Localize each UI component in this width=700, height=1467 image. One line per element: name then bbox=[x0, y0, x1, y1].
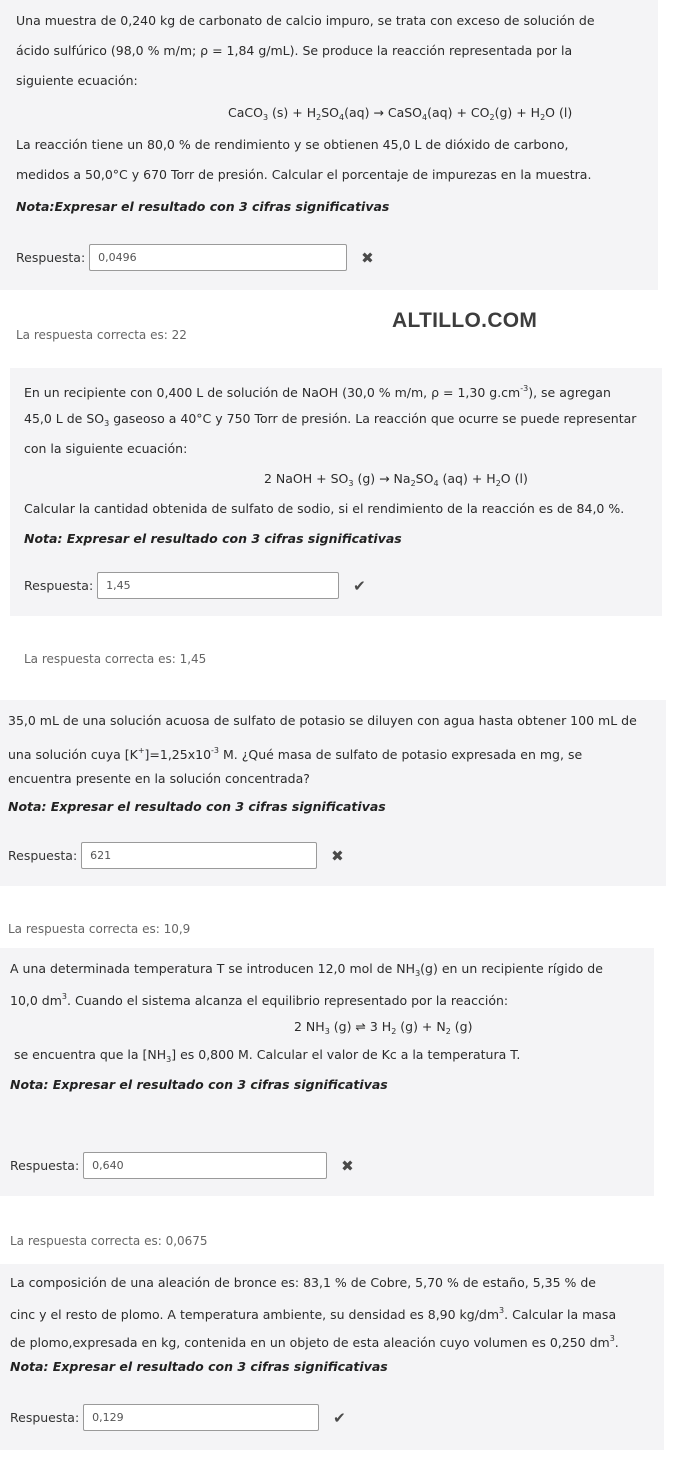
question-1-line-1: Una muestra de 0,240 kg de carbonato de calcio impuro, se trata con exceso de solución de bbox=[16, 13, 595, 28]
question-4-line-2: 10,0 $dm^3$. Cuando el sistema alcanza el equilibrio representado por la reacción: bbox=[10, 992, 509, 1008]
question-5-response-row bbox=[10, 1404, 346, 1431]
question-5-card bbox=[0, 1264, 664, 1450]
question-1-card bbox=[0, 0, 658, 290]
question-4-answer-input[interactable]: 0,640 bbox=[83, 1152, 327, 1179]
correct-check-icon: ✔ bbox=[353, 576, 366, 595]
question-2-equation: 2 NaOH + $SO_3$ $(g) \to Na_2SO_4$ $(aq) + H_2O$ (l) bbox=[264, 471, 528, 488]
question-5-line-3: de plomo,expresada en kg, contenida en un objeto de esta aleación cuyo volumen es 0,250 $dm^3$. bbox=[10, 1334, 619, 1350]
question-4-card bbox=[0, 948, 654, 1196]
question-2-correct-answer: La respuesta correcta es: 1,45 bbox=[24, 652, 207, 666]
question-2-line-1: En un recipiente con 0,400 L de solución de NaOH (30,0 % m/m, ρ = 1,30 $g.cm^{-3}$), se agregan bbox=[24, 384, 611, 400]
question-1-line-3: siguiente ecuación: bbox=[16, 73, 138, 88]
question-2-card bbox=[10, 368, 662, 616]
question-2-line-2: 45,0 L de $SO_3$ gaseoso a 40°C y 750 Torr de presión. La reacción que ocurre se puede representar bbox=[24, 411, 637, 428]
response-label: Respuesta: bbox=[8, 848, 78, 863]
question-3-correct-answer: La respuesta correcta es: 10,9 bbox=[8, 922, 191, 936]
question-3-card bbox=[0, 700, 666, 886]
watermark-text: ALTILLO.COM bbox=[392, 309, 538, 332]
question-4-correct-answer: La respuesta correcta es: 0,0675 bbox=[10, 1234, 208, 1248]
response-label: Respuesta: bbox=[10, 1158, 80, 1173]
question-1-answer-input[interactable]: 0,0496 bbox=[89, 244, 347, 271]
question-1-equation: CaCO$_3$ $(s) + H_2SO_4(aq)$ → CaSO$_4$(aq) + $CO_2(g) + H_2O$ (l) bbox=[228, 105, 573, 122]
question-4-line-1: A una determinada temperatura T se introducen 12,0 mol de $NH_3(g)$ en un recipiente rígido de bbox=[10, 961, 603, 978]
question-3-answer-input[interactable]: 621 bbox=[81, 842, 317, 869]
question-1-correct-answer: La respuesta correcta es: 22 bbox=[16, 328, 187, 342]
question-2-response-row bbox=[24, 572, 366, 599]
question-4-line-3: se encuentra que la $[NH_3]$ es 0,800 M. Calcular el valor de Kc a la temperatura T. bbox=[14, 1047, 521, 1064]
question-4-response-row bbox=[10, 1152, 354, 1179]
question-4-note: Nota: Expresar el resultado con 3 cifras significativas bbox=[10, 1077, 388, 1092]
question-4-equation: 2 $NH_3$ (g) ⇌ 3 $H_2$ $(g) + N_2$ (g) bbox=[294, 1019, 473, 1036]
question-2-note: Nota: Expresar el resultado con 3 cifras significativas bbox=[24, 531, 402, 546]
question-3-line-2: una solución cuya $[K^+]=1,25x10^{-3}$ M. ¿Qué masa de sulfato de potasio expresada en mg, se bbox=[8, 746, 583, 762]
question-3-note: Nota: Expresar el resultado con 3 cifras significativas bbox=[8, 799, 386, 814]
question-2-line-3: con la siguiente ecuación: bbox=[24, 441, 188, 456]
question-5-note: Nota: Expresar el resultado con 3 cifras significativas bbox=[10, 1359, 388, 1374]
response-label: Respuesta: bbox=[24, 578, 94, 593]
incorrect-x-icon: ✖ bbox=[361, 248, 374, 267]
question-5-line-2: cinc y el resto de plomo. A temperatura ambiente, su densidad es 8,90 $kg/dm^3$. Calcular la masa bbox=[10, 1306, 617, 1322]
incorrect-x-icon: ✖ bbox=[331, 846, 344, 865]
question-5-answer-input[interactable]: 0,129 bbox=[83, 1404, 319, 1431]
question-1-line-4: La reacción tiene un 80,0 % de rendimiento y se obtienen 45,0 L de dióxido de carbono, bbox=[16, 137, 569, 152]
question-1-line-5: medidos a 50,0°C y 670 Torr de presión. Calcular el porcentaje de impurezas en la muestra. bbox=[16, 167, 592, 182]
response-label: Respuesta: bbox=[10, 1410, 80, 1425]
question-2-answer-input[interactable]: 1,45 bbox=[97, 572, 339, 599]
question-3-line-1: 35,0 mL de una solución acuosa de sulfato de potasio se diluyen con agua hasta obtener 100 mL de bbox=[8, 713, 637, 728]
question-3-line-3: encuentra presente en la solución concentrada? bbox=[8, 771, 310, 786]
question-1-note: Nota:Expresar el resultado con 3 cifras significativas bbox=[16, 199, 390, 214]
incorrect-x-icon: ✖ bbox=[341, 1156, 354, 1175]
question-3-response-row bbox=[8, 842, 344, 869]
question-2-line-4: Calcular la cantidad obtenida de sulfato de sodio, si el rendimiento de la reacción es de 84,0 %. bbox=[24, 501, 625, 516]
question-1-response-row bbox=[16, 244, 374, 271]
question-1-line-2: ácido sulfúrico (98,0 % m/m; ρ = 1,84 g/mL). Se produce la reacción representada por la bbox=[16, 43, 573, 58]
question-5-line-1: La composición de una aleación de bronce es: 83,1 % de Cobre, 5,70 % de estaño, 5,35 % de bbox=[10, 1275, 596, 1290]
correct-check-icon: ✔ bbox=[333, 1408, 346, 1427]
response-label: Respuesta: bbox=[16, 250, 86, 265]
